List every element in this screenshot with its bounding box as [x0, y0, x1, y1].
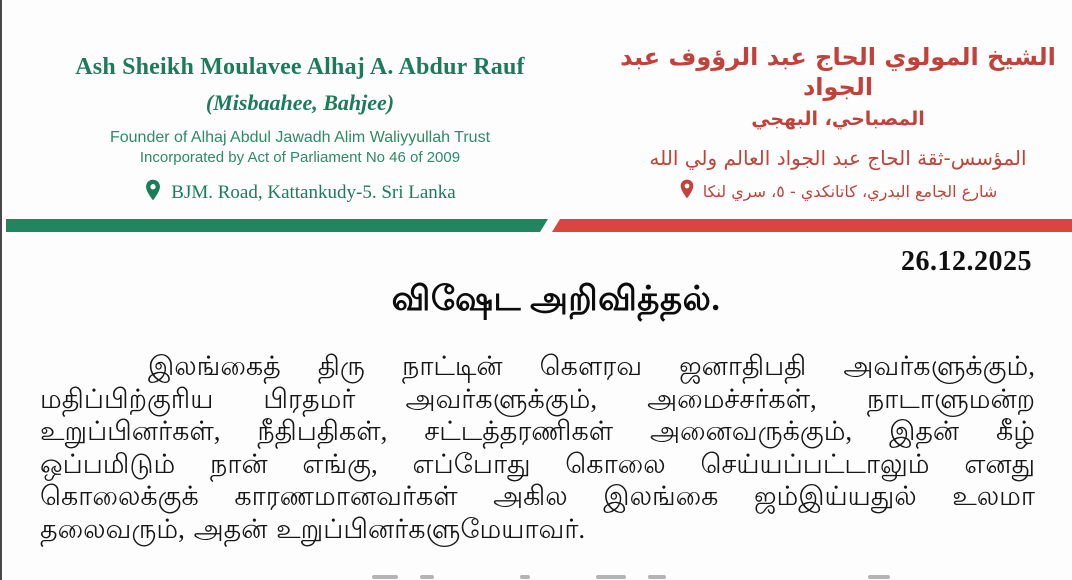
clipped-text-fragment — [596, 575, 626, 579]
founder-line-arabic: المؤسس-ثقة الحاج عبد الجواد العالم ولي الله — [649, 146, 1027, 170]
address-text-english: BJM. Road, Kattankudy-5. Sri Lanka — [171, 182, 456, 203]
address-row-arabic — [618, 179, 1058, 203]
author-name-english: Ash Sheikh Moulavee Alhaj A. Abdur Rauf — [75, 54, 525, 80]
address-row-english — [40, 179, 560, 207]
document-title: விஷேட அறிவித்தல். — [391, 281, 721, 318]
location-pin-icon — [679, 179, 695, 203]
author-name-arabic: الشيخ المولوي الحاج عبد الرؤوف عبد الجواد — [620, 43, 1056, 101]
incorporated-line-english: Incorporated by Act of Parliament No 46 of 2009 — [139, 149, 461, 166]
clipped-text-fragment — [520, 575, 530, 579]
body-paragraph — [40, 350, 1035, 546]
clipped-next-line — [0, 574, 1072, 580]
address-text-arabic: شارع الجامع البدري، كاتانكدي - ٥، سري لنكا — [702, 181, 998, 201]
letterhead-english — [40, 54, 560, 207]
clipped-text-fragment — [648, 575, 666, 579]
body-line-4: ஒப்பமிடும் நான் எங்கு, எப்போது கொலை செய்யப்பட்டாலும் எனது — [40, 448, 1035, 479]
location-pin-icon — [144, 179, 162, 207]
body-line-2: மதிப்பிற்குரிய பிரதமர் அவர்களுக்கும், அமைச்சர்கள், நாடாளுமன்ற — [40, 383, 1035, 414]
body-line-6: தலைவரும், அதன் உறுப்பினர்களுமேயாவர். — [40, 513, 586, 544]
clipped-text-fragment — [420, 575, 434, 579]
body-line-5: கொலைக்குக் காரணமானவர்கள் அகில இலங்கை ஜம்இய்யதுல் உலமா — [40, 481, 1035, 512]
founder-line-english: Founder of Alhaj Abdul Jawadh Alim Waliyyullah Trust — [109, 129, 491, 146]
author-aliases-english: (Misbaahee, Bahjee) — [205, 90, 395, 115]
clipped-text-fragment — [868, 575, 890, 579]
body-line-1: இலங்கைத் திரு நாட்டின் கௌரவ ஜனாதிபதி அவர்களுக்கும், — [148, 351, 1035, 381]
letterhead-arabic — [618, 42, 1058, 203]
scan-edge-line — [0, 0, 2, 580]
divider-green-bar — [6, 219, 548, 232]
author-aliases-arabic: المصباحي، البهجي — [751, 108, 925, 130]
body-line-3: உறுப்பினர்கள், நீதிபதிகள், சட்டத்தரணிகள் அனைவருக்கும், இதன் கீழ் — [40, 416, 1035, 447]
tricolor-divider — [0, 219, 1072, 232]
clipped-text-fragment — [372, 575, 398, 579]
divider-red-bar — [552, 219, 1072, 232]
letter-date: 26.12.2025 — [901, 246, 1032, 277]
